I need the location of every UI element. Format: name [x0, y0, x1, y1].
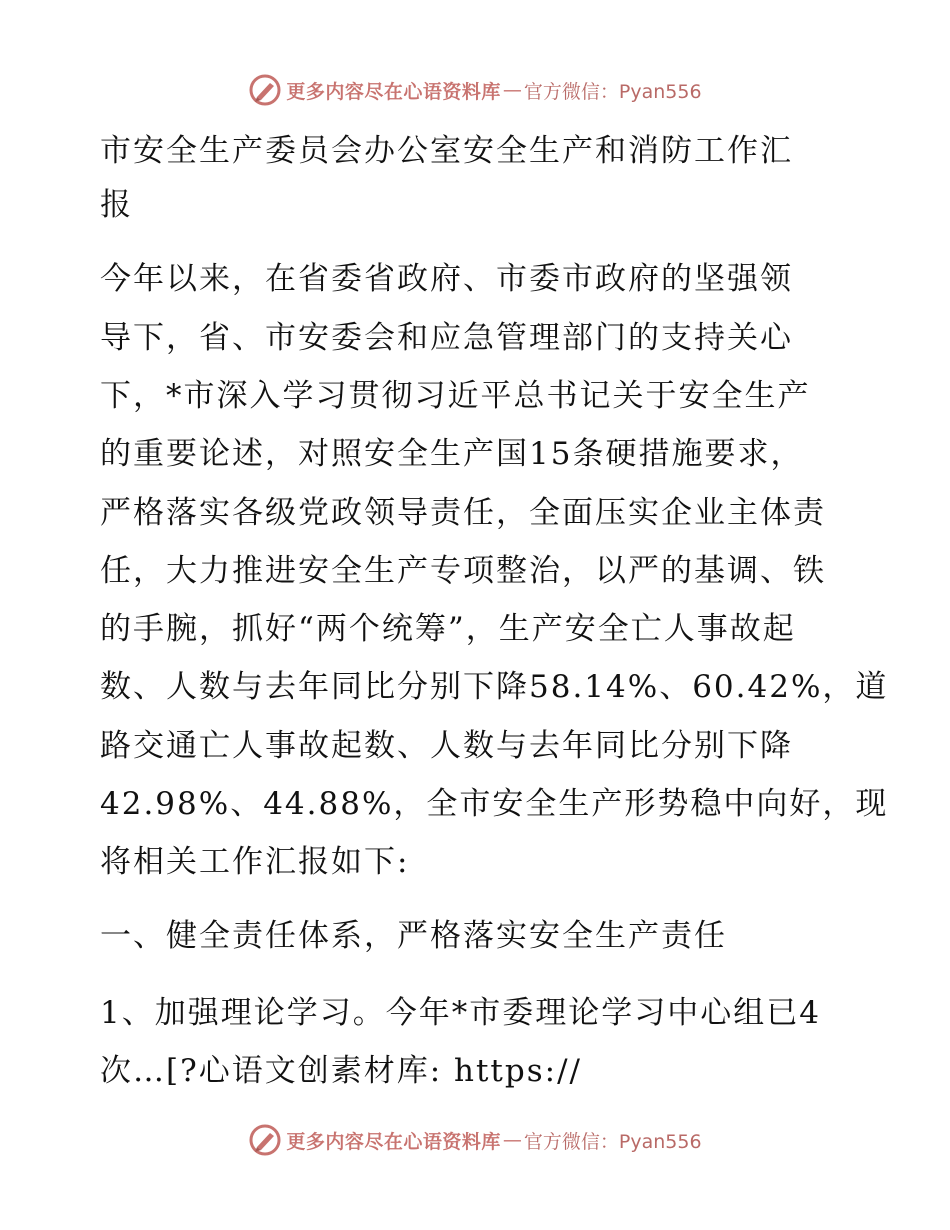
- watermark-dash: —: [502, 1129, 522, 1151]
- watermark-contact: 官方微信：Pyan556: [523, 1130, 702, 1153]
- paragraph1-line-1: 今年以来，在省委省政府、市委市政府的坚强领: [100, 261, 793, 297]
- paragraph2-line-2: 次…[?心语文创素材库: https://: [100, 1053, 582, 1089]
- watermark-dash: —: [502, 79, 522, 101]
- watermark-banner-bottom: [0, 1120, 950, 1160]
- watermark-text: 更多内容尽在心语资料库: [286, 1130, 501, 1153]
- paragraph1-line-6: 任，大力推进安全生产专项整治，以严的基调、铁: [100, 553, 826, 589]
- paragraph1-line-3: 下，*市深入学习贯彻习近平总书记关于安全生产: [100, 378, 811, 414]
- paragraph1-line-5: 严格落实各级党政领导责任，全面压实企业主体责: [100, 495, 826, 531]
- title-line-2: 报: [100, 187, 133, 223]
- section1-heading: 一、健全责任体系，严格落实安全生产责任: [100, 918, 727, 954]
- paragraph1-line-7: 的手腕，抓好“两个统筹”，生产安全亡人事故起: [100, 611, 796, 647]
- paragraph1-line-2: 导下，省、市安委会和应急管理部门的支持关心: [100, 320, 793, 356]
- paragraph1-line-8: 数、人数与去年同比分别下降58.14%、60.42%，道: [100, 669, 889, 705]
- title-line-1: 市安全生产委员会办公室安全生产和消防工作汇: [100, 133, 793, 169]
- paragraph1-line-10: 42.98%、44.88%，全市安全生产形势稳中向好，现: [100, 786, 889, 822]
- watermark-contact: 官方微信：Pyan556: [523, 80, 702, 103]
- paragraph1-line-9: 路交通亡人事故起数、人数与去年同比分别下降: [100, 728, 793, 764]
- watermark-text: 更多内容尽在心语资料库: [286, 80, 501, 103]
- paragraph1-line-11: 将相关工作汇报如下:: [100, 844, 410, 880]
- pen-logo-icon: [248, 1123, 282, 1157]
- paragraph1-line-4: 的重要论述，对照安全生产国15条硬措施要求，: [100, 436, 804, 472]
- paragraph2-line-1: 1、加强理论学习。今年*市委理论学习中心组已4: [100, 995, 821, 1031]
